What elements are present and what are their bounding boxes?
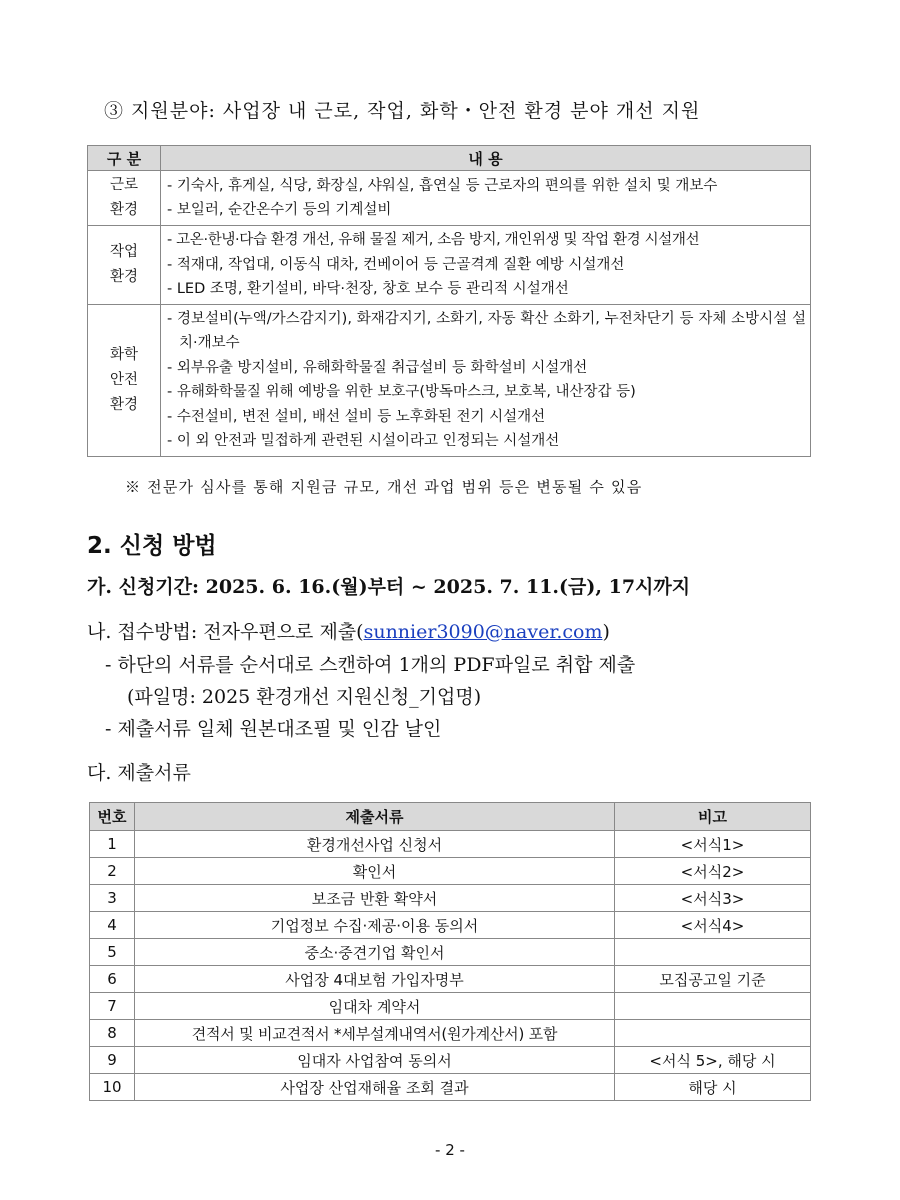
content-cell — [161, 171, 811, 226]
document-number: 1 — [90, 831, 135, 858]
documents-table-header — [90, 803, 811, 831]
documents-heading: 다. 제출서류 — [87, 762, 191, 784]
page-number: - 2 - — [435, 1141, 465, 1159]
list-item: - 보일러, 순간온수기 등의 기계설비 — [167, 202, 392, 218]
table-row — [90, 939, 811, 966]
header-document: 제출서류 — [135, 803, 615, 831]
documents-table — [89, 802, 811, 1101]
table-row — [88, 226, 811, 305]
document-remark: <서식3> — [615, 885, 811, 912]
table-row — [90, 1047, 811, 1074]
category-cell: 작업 환경 — [88, 226, 161, 305]
document-remark: 모집공고일 기준 — [615, 966, 811, 993]
table-row — [90, 1074, 811, 1101]
document-name: 임대차 계약서 — [135, 993, 615, 1020]
header-category: 구 분 — [88, 146, 161, 171]
table-row — [90, 858, 811, 885]
document-name: 환경개선사업 신청서 — [135, 831, 615, 858]
document-remark: <서식4> — [615, 912, 811, 939]
category-cell: 화학 안전 환경 — [88, 304, 161, 456]
file-name-rule: (파일명: 2025 환경개선 지원신청_기업명) — [127, 686, 482, 708]
list-item: - 이 외 안전과 밀접하게 관련된 시설이라고 인정되는 시설개선 — [167, 433, 560, 449]
document-remark: 해당 시 — [615, 1074, 811, 1101]
document-remark: <서식1> — [615, 831, 811, 858]
content-cell — [161, 226, 811, 305]
table-row — [90, 885, 811, 912]
table-row — [88, 171, 811, 226]
submission-method — [87, 617, 610, 644]
method-label: 나. 접수방법: 전자우편으로 제출( — [87, 621, 364, 643]
list-item: - 수전설비, 변전 설비, 배선 설비 등 노후화된 전기 시설개선 — [167, 408, 546, 425]
document-name: 기업정보 수집·제공·이용 동의서 — [135, 912, 615, 939]
document-remark: <서식 5>, 해당 시 — [615, 1047, 811, 1074]
application-period: 가. 신청기간: 2025. 6. 16.(월)부터 ~ 2025. 7. 11.(금), 17시까지 — [87, 576, 691, 598]
list-item: - 고온·한냉·다습 환경 개선, 유해 물질 제거, 소음 방지, 개인위생 및 작업 환경 시설개선 — [167, 232, 700, 248]
document-number: 7 — [90, 993, 135, 1020]
note-text: ※ 전문가 심사를 통해 지원금 규모, 개선 과업 범위 등은 변동될 수 있음 — [125, 478, 643, 496]
support-area-heading: ③ 지원분야: 사업장 내 근로, 작업, 화학・안전 환경 분야 개선 지원 — [104, 100, 701, 122]
header-content: 내 용 — [161, 146, 811, 171]
section-title: 2. 신청 방법 — [87, 533, 217, 559]
table-row — [90, 831, 811, 858]
document-name: 보조금 반환 확약서 — [135, 885, 615, 912]
document-name: 중소·중견기업 확인서 — [135, 939, 615, 966]
table-row — [90, 1020, 811, 1047]
document-number: 2 — [90, 858, 135, 885]
document-name: 사업장 산업재해율 조회 결과 — [135, 1074, 615, 1101]
document-name: 사업장 4대보험 가입자명부 — [135, 966, 615, 993]
document-number: 4 — [90, 912, 135, 939]
method-suffix: ) — [602, 621, 610, 643]
content-cell — [161, 304, 811, 456]
table-row — [90, 993, 811, 1020]
category-cell: 근로 환경 — [88, 171, 161, 226]
document-name: 임대자 사업참여 동의서 — [135, 1047, 615, 1074]
table-row — [90, 912, 811, 939]
document-remark — [615, 1020, 811, 1047]
method-detail: - 제출서류 일체 원본대조필 및 인감 날인 — [105, 718, 442, 740]
list-item: - 기숙사, 휴게실, 식당, 화장실, 샤워실, 흡연실 등 근로자의 편의를 위한 설치 및 개보수 — [167, 177, 718, 194]
table-row — [90, 966, 811, 993]
header-remarks: 비고 — [615, 803, 811, 831]
document-remark — [615, 993, 811, 1020]
method-detail: - 하단의 서류를 순서대로 스캔하여 1개의 PDF파일로 취합 제출 — [105, 654, 636, 676]
document-remark: <서식2> — [615, 858, 811, 885]
document-number: 8 — [90, 1020, 135, 1047]
document-number: 5 — [90, 939, 135, 966]
list-item: - 유해화학물질 위해 예방을 위한 보호구(방독마스크, 보호복, 내산장갑 등) — [167, 384, 636, 400]
document-remark — [615, 939, 811, 966]
email-link[interactable]: sunnier3090@naver.com — [363, 621, 603, 643]
header-number: 번호 — [90, 803, 135, 831]
document-name: 확인서 — [135, 858, 615, 885]
support-area-table — [87, 145, 811, 457]
list-item: - 외부유출 방지설비, 유해화학물질 취급설비 등 화학설비 시설개선 — [167, 359, 588, 376]
document-number: 10 — [90, 1074, 135, 1101]
list-item: - 경보설비(누액/가스감지기), 화재감지기, 소화기, 자동 확산 소화기, 누전차단기 등 자체 소방시설 설치·개보수 — [167, 310, 806, 351]
support-table-header — [88, 146, 811, 171]
list-item: - LED 조명, 환기설비, 바닥·천장, 창호 보수 등 관리적 시설개선 — [167, 281, 569, 297]
document-number: 3 — [90, 885, 135, 912]
document-name: 견적서 및 비교견적서 *세부설계내역서(원가계산서) 포함 — [135, 1020, 615, 1047]
list-item: - 적재대, 작업대, 이동식 대차, 컨베이어 등 근골격계 질환 예방 시설개선 — [167, 256, 625, 273]
table-row — [88, 304, 811, 456]
document-number: 6 — [90, 966, 135, 993]
document-number: 9 — [90, 1047, 135, 1074]
